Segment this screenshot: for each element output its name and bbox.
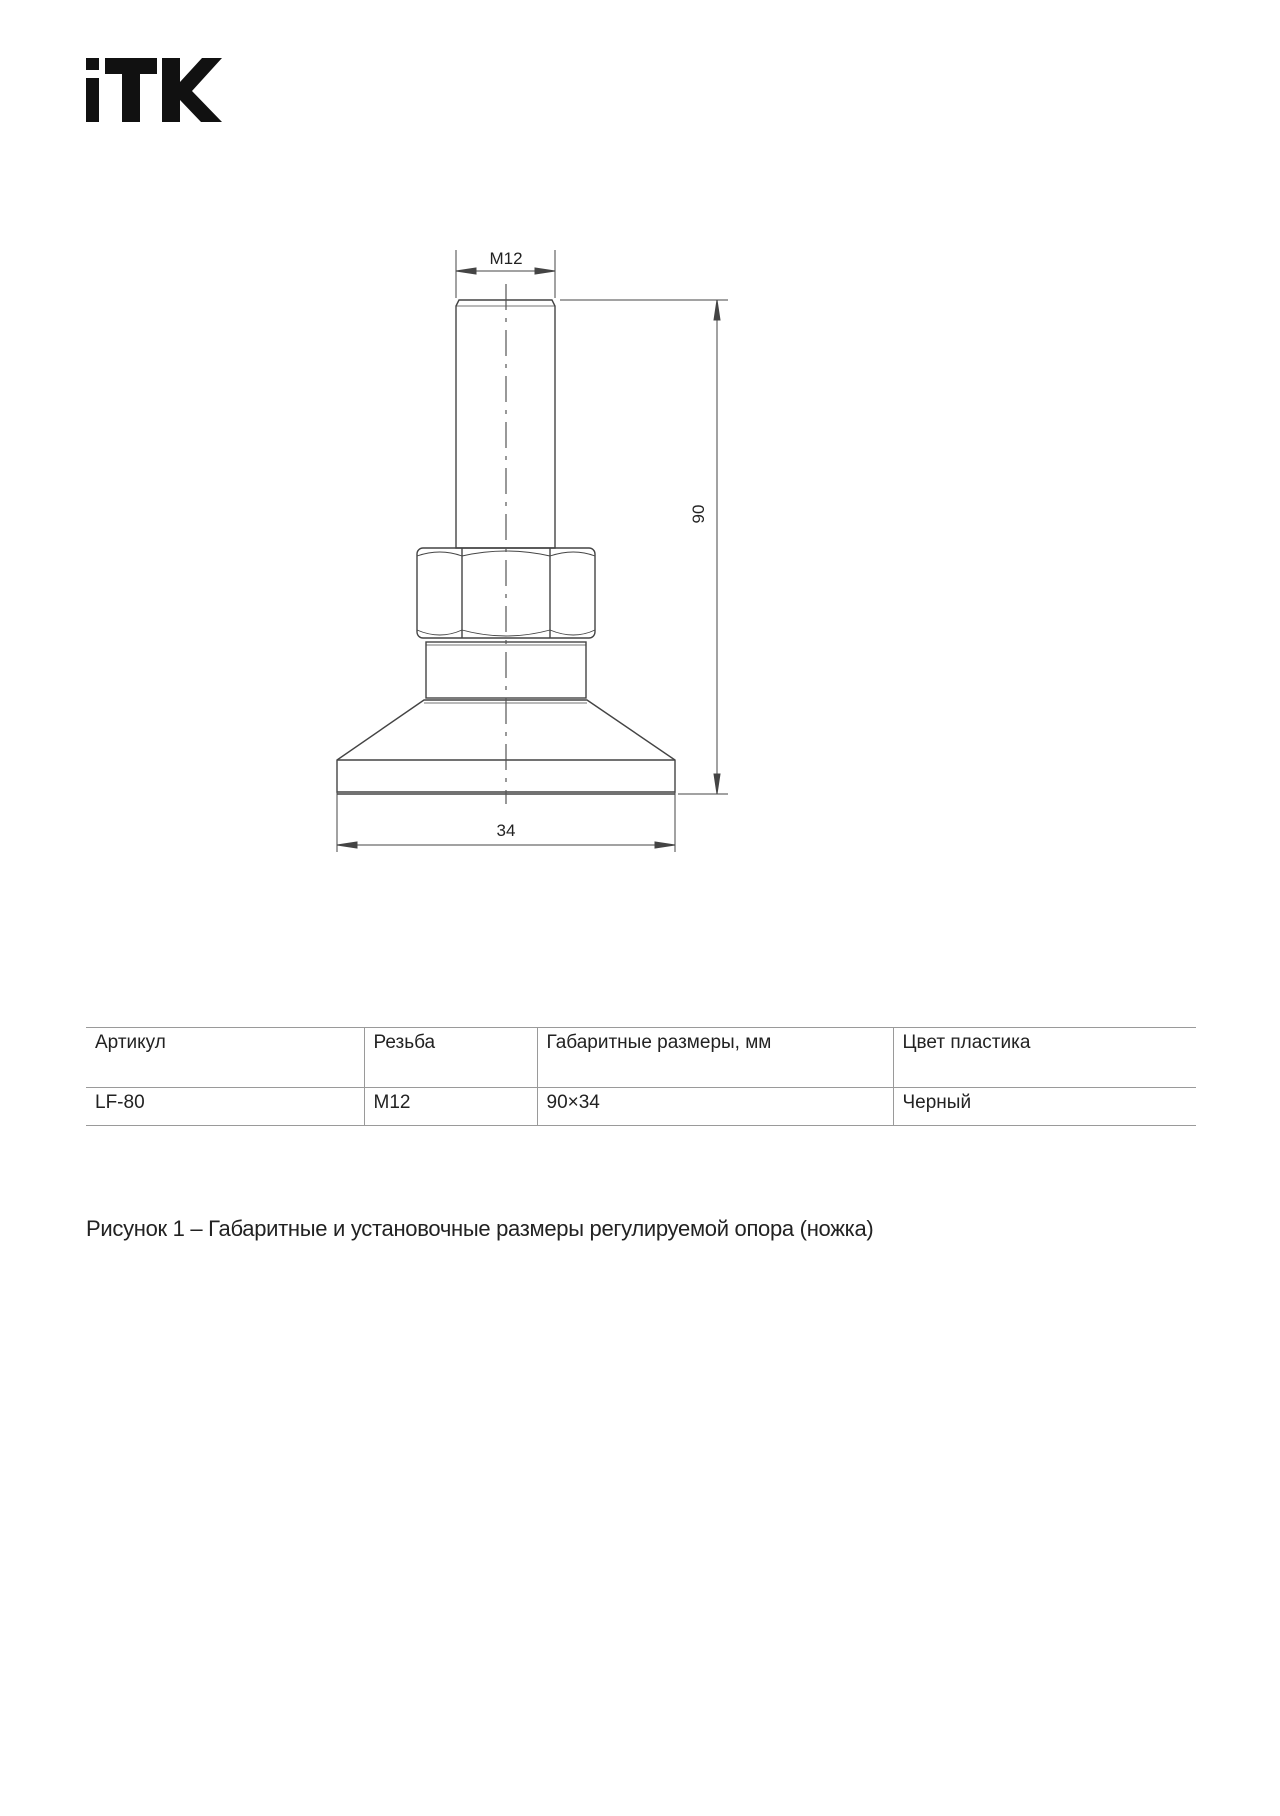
table-header-row [86, 1028, 1196, 1088]
figure-caption: Рисунок 1 – Габаритные и установочные размеры регулируемой опора (ножка) [86, 1216, 874, 1241]
header-article: Артикул [95, 1032, 166, 1053]
cell-article: LF-80 [95, 1092, 145, 1113]
itk-logo [86, 58, 222, 122]
header-thread: Резьба [364, 1028, 537, 1088]
cell-thread: M12 [364, 1088, 537, 1126]
width-dimension-label: 34 [496, 821, 516, 840]
cell-dimensions: 90×34 [537, 1088, 893, 1126]
height-dimension-label: 90 [689, 504, 708, 524]
cell-plastic-color: Черный [893, 1088, 1196, 1126]
thread-dimension-label: M12 [489, 249, 523, 268]
spec-table [86, 1027, 1196, 1126]
leveling-foot-drawing [320, 230, 760, 870]
header-dimensions: Габаритные размеры, мм [537, 1028, 893, 1088]
header-plastic-color: Цвет пластика [893, 1028, 1196, 1088]
table-row [86, 1088, 1196, 1126]
